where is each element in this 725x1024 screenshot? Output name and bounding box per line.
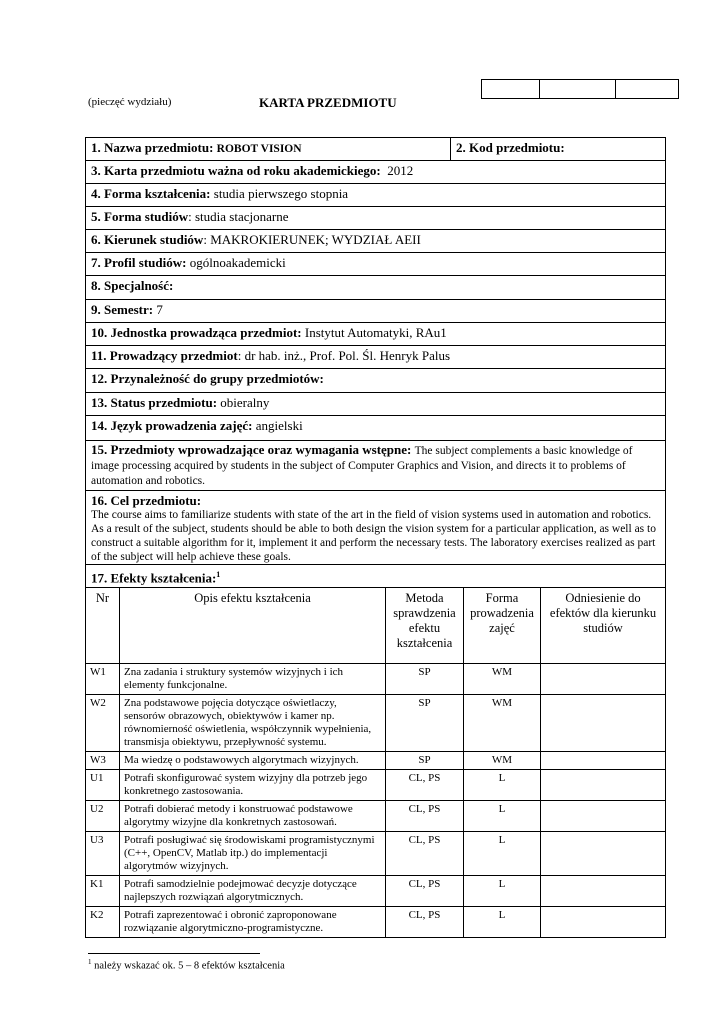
cell-description: Potrafi skonfigurować system wizyjny dla potrzeb jego konkretnego zastosowania. bbox=[120, 770, 386, 801]
cell-form: WM bbox=[464, 695, 541, 752]
code-box-3 bbox=[616, 80, 678, 98]
field-value: studia pierwszego stopnia bbox=[213, 186, 349, 201]
footnote-ref: 1 bbox=[216, 570, 221, 579]
field-value: 2012 bbox=[387, 163, 414, 178]
table-row bbox=[86, 695, 666, 752]
cell-description: Potrafi zaprezentować i obronić zaproponowane rozwiązanie algorytmiczno-programistyczne. bbox=[120, 907, 386, 938]
field-lecturer bbox=[85, 345, 666, 369]
cell-description: Potrafi samodzielnie podejmować decyzje dotyczące najlepszych rozwiązań algorytmicznych. bbox=[120, 876, 386, 907]
field-label: 3. Karta przedmiotu ważna od roku akademickiego: bbox=[91, 163, 381, 178]
col-header-nr: Nr bbox=[86, 588, 120, 664]
field-label: 7. Profil studiów: bbox=[91, 255, 187, 270]
table-row bbox=[86, 801, 666, 832]
field-label: 12. Przynależność do grupy przedmiotów: bbox=[91, 371, 324, 386]
table-header-row bbox=[86, 588, 666, 664]
field-label: 6. Kierunek studiów bbox=[91, 232, 204, 247]
cell-nr: W1 bbox=[86, 664, 120, 695]
col-header-description: Opis efektu kształcenia bbox=[120, 588, 386, 664]
table-row bbox=[86, 907, 666, 938]
field-value: : studia stacjonarne bbox=[188, 209, 289, 224]
field-label: 1. Nazwa przedmiotu: bbox=[91, 140, 214, 155]
footnote-text: należy wskazać ok. 5 – 8 efektów kształcenia bbox=[91, 960, 285, 972]
col-header-form: Forma prowadzenia zajęć bbox=[464, 588, 541, 664]
cell-description: Ma wiedzę o podstawowych algorytmach wizyjnych. bbox=[120, 752, 386, 770]
cell-form: WM bbox=[464, 664, 541, 695]
cell-method: SP bbox=[386, 664, 464, 695]
field-course-aim bbox=[85, 490, 666, 565]
field-label: 11. Prowadzący przedmiot bbox=[91, 348, 238, 363]
code-box-2 bbox=[540, 80, 616, 98]
cell-method: CL, PS bbox=[386, 907, 464, 938]
field-value: ogólnoakademicki bbox=[189, 255, 286, 270]
cell-method: SP bbox=[386, 752, 464, 770]
cell-method: CL, PS bbox=[386, 801, 464, 832]
field-label: 5. Forma studiów bbox=[91, 209, 189, 224]
footnote-separator bbox=[88, 953, 260, 954]
table-row bbox=[86, 770, 666, 801]
field-education-form bbox=[85, 183, 666, 207]
field-label: 4. Forma kształcenia: bbox=[91, 186, 211, 201]
field-value: The course aims to familiarize students with state of the art in the field of vision systems used in automation and robotics. As a result of the subject, students should be able to both design the vision system for a particular application, as well as to construct a suitable algorithm for it, implement it and perform the necessary tests. The laboratory exercises realized as part of the subject will help achieve these goals. bbox=[91, 509, 656, 563]
cell-method: CL, PS bbox=[386, 832, 464, 876]
field-study-profile bbox=[85, 252, 666, 276]
field-course-code bbox=[451, 138, 665, 160]
cell-nr: U2 bbox=[86, 801, 120, 832]
cell-nr: K1 bbox=[86, 876, 120, 907]
cell-description: Zna zadania i struktury systemów wizyjnych i ich elementy funkcjonalne. bbox=[120, 664, 386, 695]
cell-reference bbox=[541, 752, 666, 770]
field-value: : MAKROKIERUNEK; WYDZIAŁ AEII bbox=[203, 232, 421, 247]
table-row bbox=[86, 832, 666, 876]
field-language bbox=[85, 415, 666, 441]
col-header-reference: Odniesienie do efektów dla kierunku studiów bbox=[541, 588, 666, 664]
faculty-stamp-label: (pieczęć wydziału) bbox=[88, 96, 172, 108]
cell-form: L bbox=[464, 907, 541, 938]
field-row-name-code bbox=[85, 137, 666, 161]
field-value: obieralny bbox=[220, 395, 270, 410]
footnote-mark: 1 bbox=[88, 958, 92, 966]
field-unit bbox=[85, 322, 666, 346]
field-course-name bbox=[86, 138, 451, 160]
field-study-form bbox=[85, 206, 666, 230]
field-value: angielski bbox=[255, 418, 303, 433]
cell-form: L bbox=[464, 770, 541, 801]
outcomes-table bbox=[85, 587, 666, 938]
field-value: : dr hab. inż., Prof. Pol. Śl. Henryk Palus bbox=[237, 348, 451, 363]
field-value: The subject complements a basic knowledge of image processing acquired by students in the subject of Computer Graphics and Vision, and directs it to problems of automation and robotics. bbox=[91, 445, 633, 487]
field-course-group bbox=[85, 368, 666, 393]
cell-description: Zna podstawowe pojęcia dotyczące oświetlaczy, sensorów obrazowych, obiektywów i kamer np. równomierność oświetlenia, współczynnik wypełnienia, transmisja obiektywu, przepływność systemu. bbox=[120, 695, 386, 752]
cell-reference bbox=[541, 664, 666, 695]
field-label: 14. Język prowadzenia zajęć: bbox=[91, 418, 253, 433]
cell-form: L bbox=[464, 876, 541, 907]
field-label: 15. Przedmioty wprowadzające oraz wymagania wstępne: bbox=[91, 442, 412, 457]
cell-nr: U1 bbox=[86, 770, 120, 801]
field-valid-year bbox=[85, 160, 666, 184]
table-row bbox=[86, 876, 666, 907]
field-study-direction bbox=[85, 229, 666, 253]
cell-nr: K2 bbox=[86, 907, 120, 938]
cell-reference bbox=[541, 801, 666, 832]
field-label: 9. Semestr: bbox=[91, 302, 154, 317]
cell-reference bbox=[541, 907, 666, 938]
code-box-1 bbox=[482, 80, 540, 98]
field-prerequisites bbox=[85, 440, 666, 491]
field-label: 13. Status przedmiotu: bbox=[91, 395, 218, 410]
field-label: 17. Efekty kształcenia: bbox=[91, 570, 217, 586]
cell-reference bbox=[541, 832, 666, 876]
col-header-method: Metoda sprawdzenia efektu kształcenia bbox=[386, 588, 464, 664]
cell-nr: U3 bbox=[86, 832, 120, 876]
field-label: 8. Specjalność: bbox=[91, 278, 174, 293]
table-row bbox=[86, 752, 666, 770]
page-title: KARTA PRZEDMIOTU bbox=[259, 95, 397, 110]
cell-form: WM bbox=[464, 752, 541, 770]
cell-nr: W3 bbox=[86, 752, 120, 770]
cell-reference bbox=[541, 770, 666, 801]
cell-form: L bbox=[464, 832, 541, 876]
table-row bbox=[86, 664, 666, 695]
cell-nr: W2 bbox=[86, 695, 120, 752]
field-label: 10. Jednostka prowadząca przedmiot: bbox=[91, 325, 302, 340]
cell-description: Potrafi dobierać metody i konstruować podstawowe algorytmy wizyjne dla konkretnych zastosowań. bbox=[120, 801, 386, 832]
field-value: 7 bbox=[156, 302, 163, 317]
field-specialization bbox=[85, 275, 666, 300]
field-semester bbox=[85, 299, 666, 323]
cell-description: Potrafi posługiwać się środowiskami programistycznymi (C++, OpenCV, Matlab itp.) do implementacji algorytmów wizyjnych. bbox=[120, 832, 386, 876]
cell-form: L bbox=[464, 801, 541, 832]
cell-reference bbox=[541, 876, 666, 907]
cell-reference bbox=[541, 695, 666, 752]
field-value: Instytut Automatyki, RAu1 bbox=[304, 325, 447, 340]
cell-method: CL, PS bbox=[386, 876, 464, 907]
field-value: ROBOT VISION bbox=[216, 143, 302, 155]
field-learning-outcomes bbox=[85, 564, 666, 588]
cell-method: CL, PS bbox=[386, 770, 464, 801]
field-course-status bbox=[85, 392, 666, 416]
field-label: 16. Cel przedmiotu: bbox=[91, 493, 202, 508]
cell-method: SP bbox=[386, 695, 464, 752]
footnote bbox=[88, 958, 285, 972]
code-boxes bbox=[481, 79, 679, 99]
field-label: 2. Kod przedmiotu: bbox=[456, 140, 565, 155]
